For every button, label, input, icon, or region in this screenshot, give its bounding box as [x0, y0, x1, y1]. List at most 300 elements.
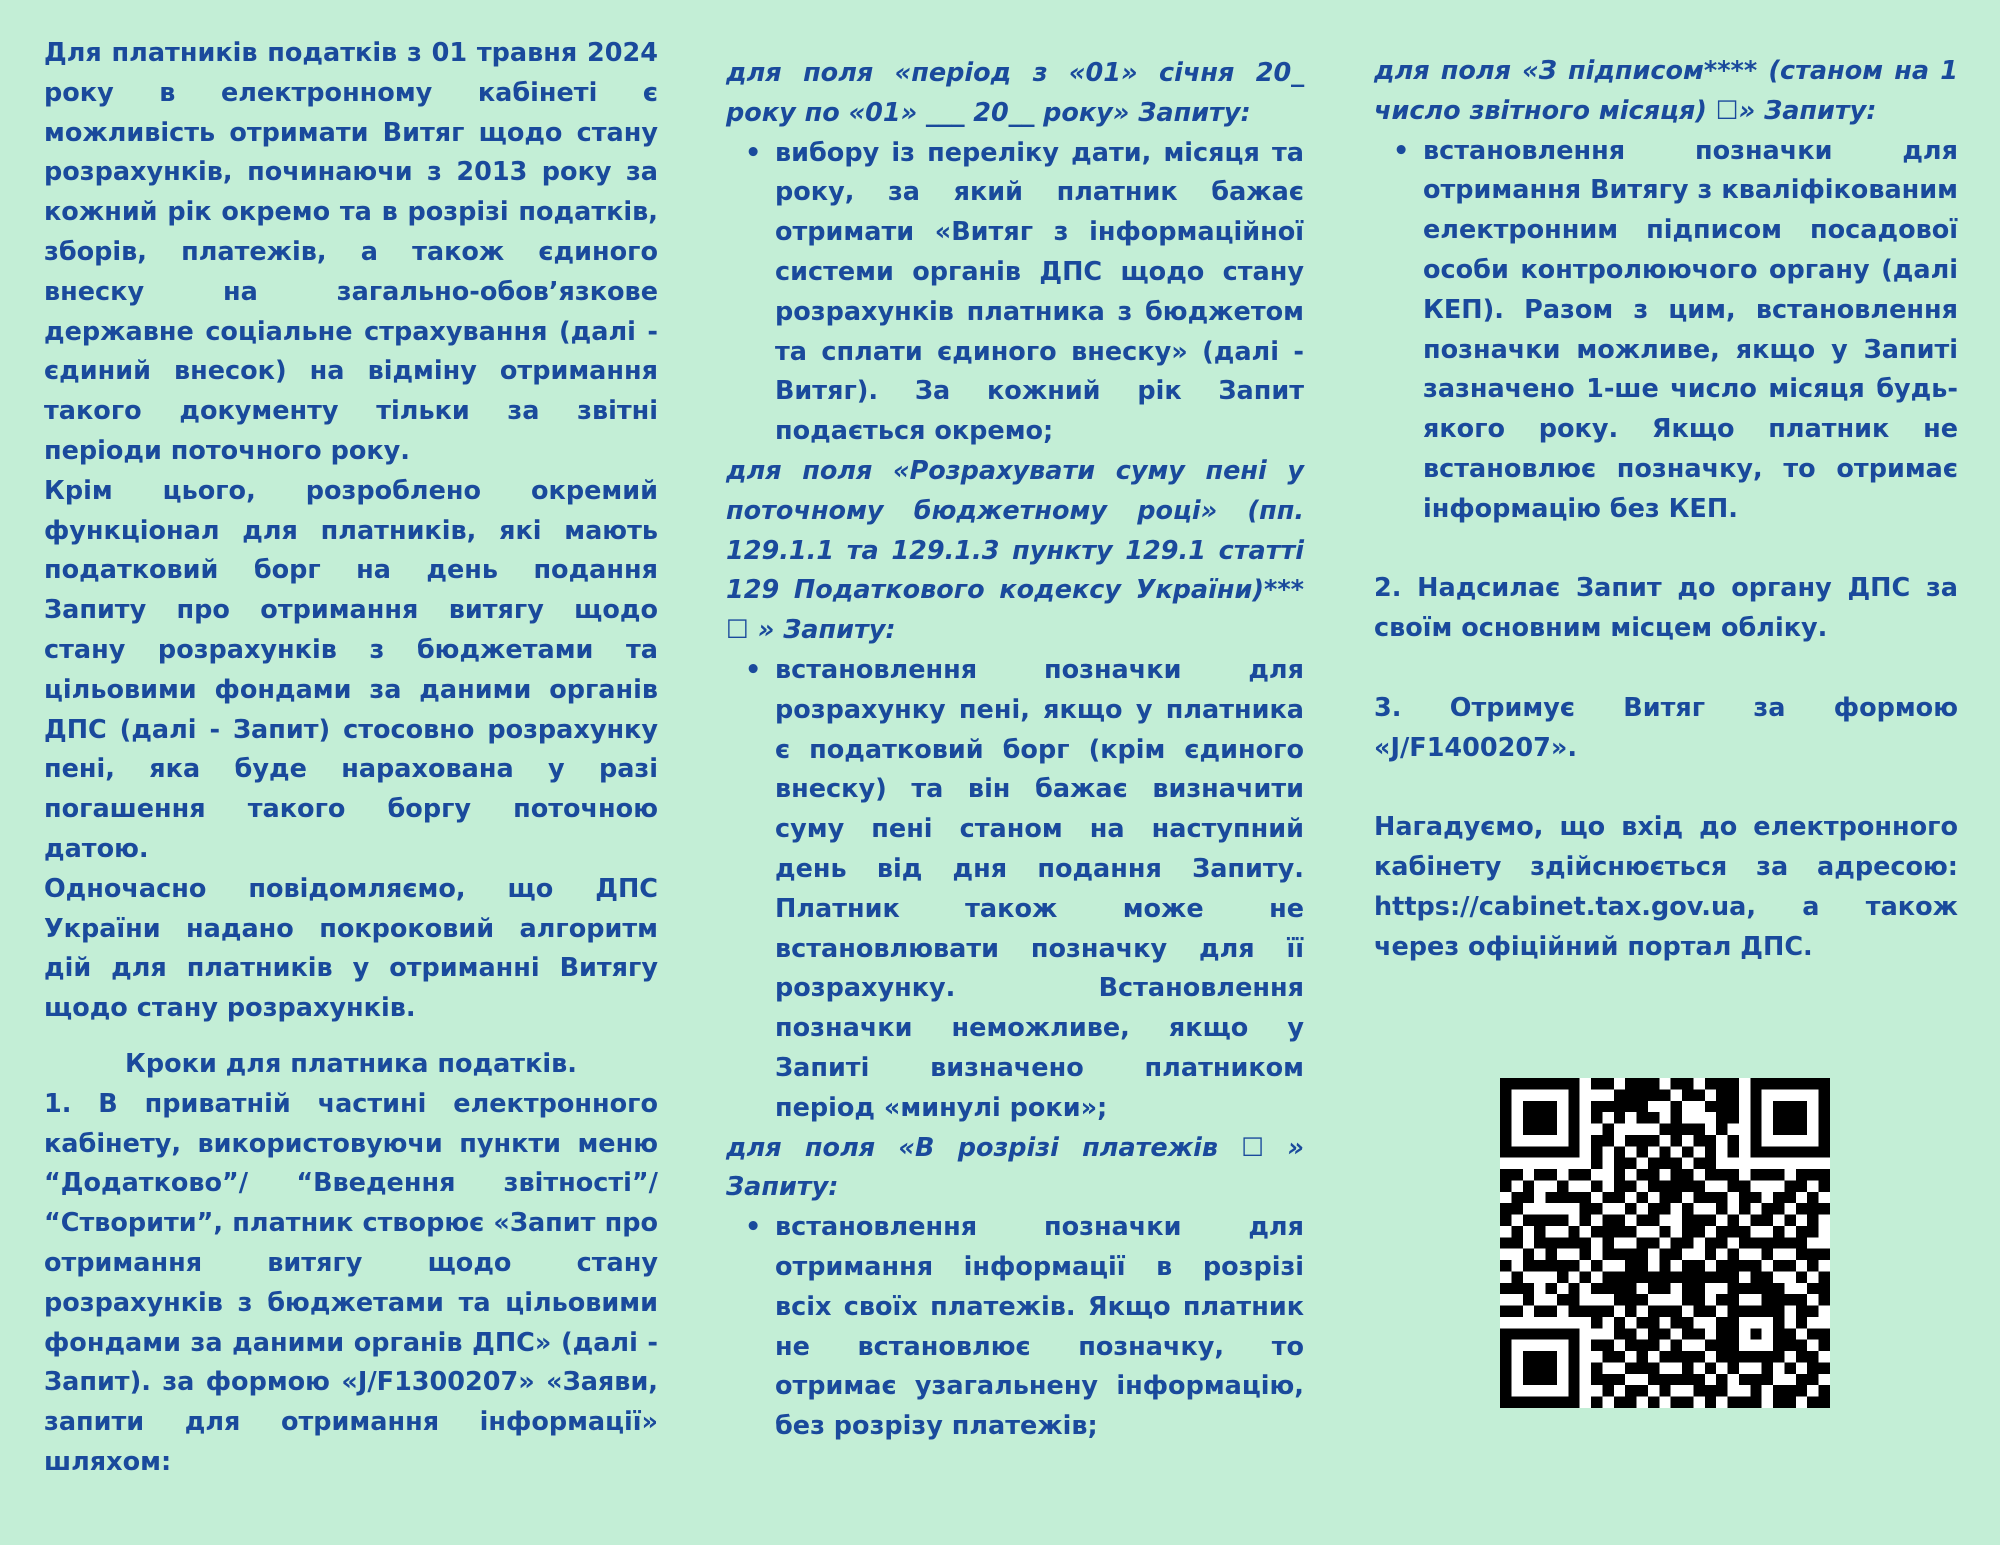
qr-module: [1671, 1112, 1682, 1123]
qr-module: [1602, 1101, 1613, 1112]
qr-module: [1568, 1089, 1579, 1100]
qr-module: [1716, 1192, 1727, 1203]
qr-module: [1637, 1260, 1648, 1271]
qr-module: [1716, 1271, 1727, 1282]
qr-module: [1750, 1351, 1761, 1362]
qr-module: [1784, 1397, 1795, 1408]
qr-module: [1807, 1203, 1818, 1214]
qr-module: [1716, 1351, 1727, 1362]
qr-module: [1648, 1283, 1659, 1294]
qr-module: [1614, 1283, 1625, 1294]
qr-module: [1523, 1101, 1534, 1112]
qr-module: [1773, 1340, 1784, 1351]
qr-module: [1807, 1351, 1818, 1362]
qr-module: [1693, 1374, 1704, 1385]
qr-module: [1750, 1283, 1761, 1294]
qr-module: [1682, 1203, 1693, 1214]
qr-module: [1682, 1351, 1693, 1362]
qr-module: [1716, 1169, 1727, 1180]
qr-module: [1705, 1397, 1716, 1408]
qr-module: [1523, 1078, 1534, 1089]
qr-module: [1637, 1385, 1648, 1396]
qr-module: [1750, 1397, 1761, 1408]
qr-module: [1580, 1192, 1591, 1203]
qr-module: [1625, 1135, 1636, 1146]
qr-module: [1773, 1260, 1784, 1271]
qr-module: [1807, 1283, 1818, 1294]
qr-module: [1625, 1340, 1636, 1351]
qr-module: [1705, 1306, 1716, 1317]
qr-module: [1591, 1112, 1602, 1123]
qr-module: [1796, 1180, 1807, 1191]
qr-module: [1728, 1283, 1739, 1294]
qr-module: [1796, 1306, 1807, 1317]
qr-module: [1671, 1237, 1682, 1248]
qr-module: [1739, 1351, 1750, 1362]
qr-module: [1784, 1180, 1795, 1191]
qr-module: [1807, 1215, 1818, 1226]
qr-module: [1602, 1306, 1613, 1317]
qr-module: [1546, 1146, 1557, 1157]
qr-module: [1568, 1385, 1579, 1396]
qr-module: [1784, 1215, 1795, 1226]
qr-module: [1500, 1283, 1511, 1294]
qr-module: [1693, 1271, 1704, 1282]
qr-code-icon[interactable]: [1500, 1078, 1830, 1408]
qr-module: [1602, 1237, 1613, 1248]
qr-module: [1511, 1078, 1522, 1089]
field-signature-heading: для поля «З підписом**** (станом на 1 число звітного місяця) ☐» Запиту:: [1374, 56, 1958, 126]
qr-module: [1716, 1260, 1727, 1271]
qr-module: [1819, 1249, 1830, 1260]
qr-module: [1648, 1306, 1659, 1317]
qr-module: [1807, 1169, 1818, 1180]
qr-module: [1807, 1260, 1818, 1271]
qr-module: [1807, 1374, 1818, 1385]
qr-module: [1728, 1169, 1739, 1180]
qr-module: [1614, 1169, 1625, 1180]
qr-module: [1716, 1328, 1727, 1339]
qr-module: [1739, 1306, 1750, 1317]
qr-module: [1523, 1328, 1534, 1339]
qr-module: [1716, 1124, 1727, 1135]
qr-module: [1637, 1271, 1648, 1282]
qr-module: [1500, 1089, 1511, 1100]
qr-module: [1819, 1078, 1830, 1089]
qr-module: [1546, 1237, 1557, 1248]
qr-module: [1511, 1192, 1522, 1203]
qr-module: [1796, 1249, 1807, 1260]
qr-module: [1568, 1340, 1579, 1351]
qr-module: [1546, 1260, 1557, 1271]
qr-module: [1557, 1260, 1568, 1271]
qr-module: [1511, 1146, 1522, 1157]
qr-module: [1557, 1271, 1568, 1282]
qr-module: [1773, 1294, 1784, 1305]
qr-module: [1534, 1112, 1545, 1123]
qr-module: [1557, 1294, 1568, 1305]
qr-module: [1819, 1271, 1830, 1282]
qr-module: [1637, 1317, 1648, 1328]
qr-module: [1500, 1101, 1511, 1112]
qr-module: [1728, 1180, 1739, 1191]
qr-module: [1568, 1237, 1579, 1248]
qr-module: [1648, 1112, 1659, 1123]
qr-module: [1671, 1169, 1682, 1180]
qr-module: [1796, 1078, 1807, 1089]
qr-module: [1568, 1135, 1579, 1146]
qr-module: [1511, 1226, 1522, 1237]
qr-module: [1614, 1328, 1625, 1339]
qr-module: [1762, 1249, 1773, 1260]
qr-module: [1750, 1089, 1761, 1100]
qr-module: [1614, 1112, 1625, 1123]
qr-module: [1773, 1203, 1784, 1214]
qr-module: [1659, 1226, 1670, 1237]
qr-module: [1693, 1089, 1704, 1100]
qr-module: [1762, 1374, 1773, 1385]
qr-module: [1728, 1089, 1739, 1100]
qr-module: [1534, 1101, 1545, 1112]
qr-module: [1625, 1180, 1636, 1191]
qr-module: [1739, 1180, 1750, 1191]
qr-module: [1728, 1078, 1739, 1089]
steps-heading: Кроки для платника податків.: [125, 1048, 577, 1079]
qr-module: [1796, 1317, 1807, 1328]
qr-module: [1568, 1351, 1579, 1362]
qr-module: [1796, 1101, 1807, 1112]
qr-module: [1625, 1306, 1636, 1317]
qr-module: [1659, 1328, 1670, 1339]
qr-module: [1773, 1237, 1784, 1248]
qr-module: [1682, 1294, 1693, 1305]
qr-module: [1602, 1351, 1613, 1362]
qr-module: [1534, 1124, 1545, 1135]
qr-module: [1728, 1226, 1739, 1237]
qr-module: [1500, 1260, 1511, 1271]
qr-module: [1773, 1146, 1784, 1157]
qr-module: [1659, 1180, 1670, 1191]
qr-module: [1762, 1203, 1773, 1214]
qr-module: [1557, 1215, 1568, 1226]
qr-module: [1739, 1374, 1750, 1385]
qr-module: [1580, 1271, 1591, 1282]
qr-module: [1693, 1135, 1704, 1146]
qr-module: [1750, 1237, 1761, 1248]
qr-module: [1682, 1089, 1693, 1100]
qr-module: [1750, 1374, 1761, 1385]
qr-module: [1773, 1306, 1784, 1317]
qr-module: [1625, 1362, 1636, 1373]
qr-module: [1705, 1249, 1716, 1260]
qr-module: [1762, 1237, 1773, 1248]
qr-module: [1546, 1124, 1557, 1135]
qr-module: [1546, 1215, 1557, 1226]
qr-module: [1682, 1362, 1693, 1373]
qr-module: [1750, 1192, 1761, 1203]
qr-module: [1796, 1203, 1807, 1214]
qr-module: [1568, 1306, 1579, 1317]
qr-module: [1796, 1226, 1807, 1237]
qr-module: [1500, 1351, 1511, 1362]
list-item: • встановлення позначки для отримання Витягу з кваліфікованим електронним підписом посадової особи контролюючого органу (далі КЕП). Разом з цим, встановлення позначки можливе, якщо у Запиті зазначено 1-ше число місяця будь-якого року. Якщо платник не встановлює позначку, то отримає інформацію без КЕП.: [1423, 132, 1958, 530]
qr-module: [1784, 1101, 1795, 1112]
qr-module: [1671, 1374, 1682, 1385]
qr-module: [1637, 1078, 1648, 1089]
qr-module: [1637, 1112, 1648, 1123]
qr-module: [1568, 1328, 1579, 1339]
qr-module: [1523, 1351, 1534, 1362]
qr-module: [1659, 1283, 1670, 1294]
qr-module: [1682, 1317, 1693, 1328]
qr-module: [1750, 1112, 1761, 1123]
qr-module: [1637, 1362, 1648, 1373]
qr-module: [1511, 1306, 1522, 1317]
qr-module: [1716, 1317, 1727, 1328]
qr-module: [1580, 1306, 1591, 1317]
qr-module: [1796, 1294, 1807, 1305]
qr-module: [1557, 1146, 1568, 1157]
qr-module: [1693, 1328, 1704, 1339]
qr-module: [1580, 1203, 1591, 1214]
qr-module: [1693, 1306, 1704, 1317]
qr-module: [1773, 1169, 1784, 1180]
qr-module: [1705, 1340, 1716, 1351]
qr-module: [1500, 1135, 1511, 1146]
qr-module: [1728, 1135, 1739, 1146]
cabinet-reminder: Нагадуємо, що вхід до електронного кабінету здійснюється за адресою: https://cabinet.tax.gov.ua, а також через офіційний портал ДПС.: [1374, 812, 1958, 962]
qr-module: [1500, 1215, 1511, 1226]
qr-module: [1580, 1249, 1591, 1260]
qr-module: [1568, 1362, 1579, 1373]
qr-module: [1511, 1169, 1522, 1180]
qr-module: [1546, 1101, 1557, 1112]
qr-module: [1500, 1328, 1511, 1339]
qr-module: [1807, 1397, 1818, 1408]
qr-module: [1648, 1215, 1659, 1226]
qr-module: [1591, 1101, 1602, 1112]
qr-module: [1819, 1180, 1830, 1191]
qr-module: [1819, 1283, 1830, 1294]
qr-module: [1693, 1192, 1704, 1203]
qr-code-graphic: [1500, 1078, 1830, 1408]
qr-module: [1739, 1203, 1750, 1214]
qr-module: [1693, 1260, 1704, 1271]
qr-module: [1773, 1112, 1784, 1123]
qr-module: [1648, 1328, 1659, 1339]
qr-module: [1796, 1340, 1807, 1351]
qr-module: [1614, 1226, 1625, 1237]
qr-module: [1716, 1385, 1727, 1396]
qr-module: [1614, 1192, 1625, 1203]
qr-module: [1773, 1124, 1784, 1135]
qr-module: [1807, 1192, 1818, 1203]
qr-module: [1762, 1146, 1773, 1157]
qr-module: [1716, 1101, 1727, 1112]
qr-module: [1807, 1362, 1818, 1373]
qr-module: [1716, 1340, 1727, 1351]
qr-module: [1602, 1283, 1613, 1294]
qr-module: [1637, 1215, 1648, 1226]
qr-module: [1625, 1203, 1636, 1214]
qr-module: [1784, 1362, 1795, 1373]
qr-module: [1671, 1180, 1682, 1191]
qr-module: [1637, 1351, 1648, 1362]
qr-module: [1705, 1158, 1716, 1169]
qr-module: [1534, 1306, 1545, 1317]
qr-module: [1784, 1192, 1795, 1203]
qr-module: [1750, 1124, 1761, 1135]
qr-module: [1819, 1112, 1830, 1123]
qr-module: [1648, 1078, 1659, 1089]
qr-module: [1671, 1101, 1682, 1112]
qr-module: [1591, 1362, 1602, 1373]
qr-module: [1739, 1192, 1750, 1203]
qr-module: [1739, 1283, 1750, 1294]
qr-module: [1637, 1294, 1648, 1305]
qr-module: [1728, 1328, 1739, 1339]
qr-module: [1602, 1226, 1613, 1237]
qr-module: [1523, 1283, 1534, 1294]
qr-module: [1534, 1362, 1545, 1373]
qr-module: [1705, 1169, 1716, 1180]
qr-module: [1819, 1328, 1830, 1339]
qr-module: [1523, 1215, 1534, 1226]
algorithm-notice-paragraph: Одночасно повідомляємо, що ДПС України надано покроковий алгоритм дій для платників у отриманні Витягу щодо стану розрахунків.: [44, 873, 658, 1024]
qr-module: [1546, 1112, 1557, 1123]
qr-module: [1591, 1146, 1602, 1157]
qr-module: [1762, 1215, 1773, 1226]
qr-module: [1739, 1237, 1750, 1248]
qr-module: [1762, 1306, 1773, 1317]
qr-module: [1693, 1283, 1704, 1294]
qr-module: [1546, 1192, 1557, 1203]
qr-module: [1773, 1351, 1784, 1362]
qr-module: [1682, 1283, 1693, 1294]
qr-module: [1511, 1397, 1522, 1408]
list-item: • вибору із переліку дати, місяця та року, за який платник бажає отримати «Витяг з інформаційної системи органів ДПС щодо стану розрахунків платника з бюджетом та сплати єдиного внеску» (далі - Витяг). За кожний рік Запит подається окремо;: [775, 134, 1304, 452]
qr-module: [1819, 1294, 1830, 1305]
qr-module: [1534, 1146, 1545, 1157]
qr-module: [1625, 1158, 1636, 1169]
qr-module: [1705, 1237, 1716, 1248]
qr-module: [1682, 1271, 1693, 1282]
qr-module: [1500, 1112, 1511, 1123]
qr-module: [1728, 1306, 1739, 1317]
qr-module: [1511, 1271, 1522, 1282]
qr-module: [1659, 1385, 1670, 1396]
qr-module: [1648, 1374, 1659, 1385]
qr-module: [1728, 1340, 1739, 1351]
qr-module: [1637, 1089, 1648, 1100]
qr-module: [1705, 1271, 1716, 1282]
qr-module: [1716, 1294, 1727, 1305]
qr-module: [1591, 1283, 1602, 1294]
qr-module: [1728, 1397, 1739, 1408]
qr-module: [1716, 1203, 1727, 1214]
qr-module: [1625, 1101, 1636, 1112]
qr-module: [1659, 1374, 1670, 1385]
qr-module: [1682, 1215, 1693, 1226]
qr-module: [1568, 1112, 1579, 1123]
qr-module: [1773, 1226, 1784, 1237]
qr-module: [1523, 1362, 1534, 1373]
qr-module: [1500, 1362, 1511, 1373]
qr-module: [1500, 1169, 1511, 1180]
qr-module: [1500, 1306, 1511, 1317]
qr-module: [1534, 1328, 1545, 1339]
qr-module: [1614, 1249, 1625, 1260]
qr-module: [1614, 1351, 1625, 1362]
qr-module: [1819, 1089, 1830, 1100]
qr-module: [1557, 1237, 1568, 1248]
qr-module: [1728, 1249, 1739, 1260]
qr-module: [1500, 1180, 1511, 1191]
qr-module: [1807, 1226, 1818, 1237]
field-penalty-list: [726, 651, 1304, 1129]
qr-module: [1648, 1271, 1659, 1282]
qr-module: [1602, 1135, 1613, 1146]
qr-module: [1591, 1180, 1602, 1191]
qr-module: [1796, 1237, 1807, 1248]
qr-module: [1659, 1158, 1670, 1169]
qr-module: [1568, 1169, 1579, 1180]
qr-module: [1602, 1340, 1613, 1351]
qr-module: [1568, 1101, 1579, 1112]
qr-module: [1659, 1089, 1670, 1100]
step-3: 3. Отримує Витяг за формою «J/F1400207».: [1374, 692, 1958, 763]
qr-module: [1523, 1374, 1534, 1385]
qr-module: [1557, 1180, 1568, 1191]
qr-module: [1625, 1397, 1636, 1408]
qr-module: [1591, 1306, 1602, 1317]
qr-module: [1546, 1169, 1557, 1180]
qr-module: [1648, 1362, 1659, 1373]
qr-module: [1648, 1135, 1659, 1146]
qr-module: [1671, 1078, 1682, 1089]
qr-module: [1807, 1249, 1818, 1260]
step-1: 1. В приватній частині електронного кабінету, використовуючи пункти меню “Додатково”/ “Введення звітності”/ “Створити”, платник створює «Запит про отримання витягу щодо стану розрахунків з бюджетами та цільовими фондами за даними органів ДПС» (далі - Запит). за формою «J/F1300207» «Заяви, запити для отримання інформації» шляхом:: [44, 1088, 658, 1477]
qr-module: [1682, 1328, 1693, 1339]
qr-module: [1671, 1306, 1682, 1317]
qr-module: [1557, 1397, 1568, 1408]
qr-module: [1637, 1192, 1648, 1203]
qr-module: [1637, 1340, 1648, 1351]
qr-module: [1762, 1351, 1773, 1362]
qr-module: [1602, 1271, 1613, 1282]
qr-module: [1625, 1294, 1636, 1305]
qr-module: [1568, 1260, 1579, 1271]
qr-module: [1750, 1306, 1761, 1317]
qr-module: [1591, 1158, 1602, 1169]
qr-module: [1819, 1169, 1830, 1180]
qr-module: [1602, 1249, 1613, 1260]
qr-module: [1602, 1385, 1613, 1396]
qr-module: [1784, 1385, 1795, 1396]
qr-module: [1511, 1283, 1522, 1294]
column-middle: [726, 54, 1304, 1447]
qr-module: [1648, 1237, 1659, 1248]
qr-module: [1591, 1340, 1602, 1351]
qr-module: [1682, 1397, 1693, 1408]
qr-module: [1602, 1078, 1613, 1089]
qr-module: [1500, 1374, 1511, 1385]
qr-module: [1591, 1374, 1602, 1385]
column-left: [44, 34, 658, 1483]
qr-module: [1705, 1192, 1716, 1203]
qr-module: [1819, 1385, 1830, 1396]
qr-module: [1773, 1317, 1784, 1328]
